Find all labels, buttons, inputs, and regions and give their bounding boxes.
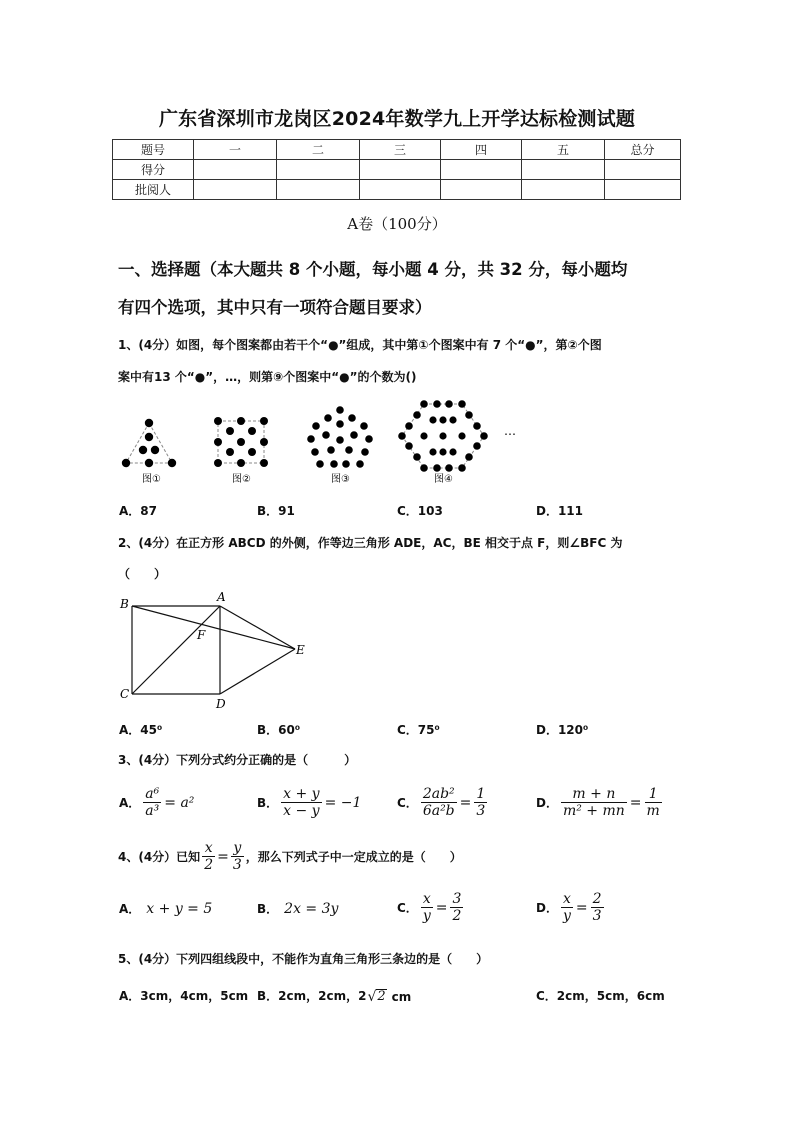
numerator: a⁶ — [145, 786, 160, 802]
pattern-2 — [214, 417, 268, 467]
q5-option-b[interactable] — [257, 987, 411, 1004]
table-cell: 批阅人 — [113, 180, 194, 200]
radical-sign: √ — [367, 989, 377, 1005]
option-b-unit: cm — [391, 990, 412, 1004]
q4-option-a[interactable] — [119, 900, 212, 917]
table-cell — [441, 160, 522, 180]
sqrt-expression — [367, 989, 386, 1004]
q1-stem-line2: 案中有13 个“●”，…，则第⑨个图案中“●”的个数为() — [118, 370, 417, 384]
q2-stem-line1: 2、(4分）在正方形 ABCD 的外侧，作等边三角形 ADE，AC，BE 相交于点 F，则∠BFC 为 — [118, 536, 623, 550]
q1-patterns-figure — [112, 398, 532, 488]
denominator: y — [562, 908, 571, 924]
denominator: 2 — [204, 857, 214, 873]
table-cell: 二 — [277, 140, 360, 160]
denominator: 2 — [452, 908, 462, 924]
equals: = — [629, 794, 642, 811]
q4-stem-post: ，那么下列式子中一定成立的是（ ） — [245, 850, 462, 864]
option-label: B． — [257, 902, 279, 916]
table-cell — [277, 180, 360, 200]
q2-option-d[interactable]: D．120⁰ — [536, 723, 589, 737]
table-cell — [277, 160, 360, 180]
expression: 2x = 3y — [284, 900, 339, 917]
denominator: 3 — [592, 908, 602, 924]
expression: x + y = 5 — [146, 900, 213, 917]
label-e: E — [296, 643, 305, 657]
denominator: 3 — [476, 803, 486, 819]
option-label: A． — [119, 902, 141, 916]
numerator: x — [421, 891, 433, 908]
fraction — [645, 786, 662, 819]
table-cell: 得分 — [113, 160, 194, 180]
q4-option-c[interactable] — [397, 891, 463, 924]
numerator: 3 — [452, 891, 462, 907]
section-heading-line1: 一、选择题（本大题共 8 个小题，每小题 4 分，共 32 分，每小题均 — [118, 260, 628, 279]
table-cell — [194, 180, 277, 200]
table-cell: 五 — [522, 140, 605, 160]
pattern-3-caption: 图③ — [331, 474, 350, 485]
numerator: x + y — [283, 786, 320, 802]
score-table-header-row — [113, 140, 681, 160]
q3-option-c[interactable] — [397, 786, 487, 819]
rhs: = a² — [164, 794, 195, 811]
q5-option-c[interactable]: C．2cm，5cm，6cm — [536, 989, 665, 1003]
fraction — [561, 891, 573, 924]
table-cell — [441, 180, 522, 200]
q3-stem: 3、(4分）下列分式约分正确的是（ ） — [118, 753, 357, 767]
option-label: C． — [397, 796, 418, 810]
score-table-row — [113, 180, 681, 200]
table-cell: 四 — [441, 140, 522, 160]
table-cell — [522, 160, 605, 180]
q1-option-b[interactable]: B．91 — [257, 504, 295, 518]
fraction — [450, 891, 463, 924]
table-cell — [194, 160, 277, 180]
numerator: x — [561, 891, 573, 908]
label-c: C — [120, 687, 130, 701]
pattern-2-caption: 图② — [232, 474, 251, 485]
rhs: = −1 — [324, 794, 362, 811]
fraction — [231, 840, 244, 873]
table-cell: 总分 — [605, 140, 681, 160]
denominator: y — [422, 908, 431, 924]
numerator: 1 — [476, 786, 486, 802]
label-d: D — [216, 697, 226, 711]
table-cell — [522, 180, 605, 200]
denominator: 6a²b — [422, 803, 455, 819]
q4-option-b[interactable] — [257, 900, 338, 917]
q4-stem — [118, 840, 462, 873]
numerator: 1 — [645, 786, 662, 803]
option-label: D． — [536, 901, 558, 915]
radicand: 2 — [377, 989, 386, 1004]
document-title: 广东省深圳市龙岗区2024年数学九上开学达标检测试题 — [158, 108, 636, 130]
numerator: m + n — [561, 786, 627, 803]
option-label: C． — [397, 901, 418, 915]
score-table — [112, 139, 681, 200]
q1-option-c[interactable]: C．103 — [397, 504, 443, 518]
table-cell — [605, 160, 681, 180]
q4-option-d[interactable] — [536, 891, 604, 924]
q1-option-d[interactable]: D．111 — [536, 504, 584, 518]
q5-stem: 5、(4分）下列四组线段中，不能作为直角三角形三条边的是（ ） — [118, 952, 489, 966]
table-cell — [360, 160, 441, 180]
table-cell — [360, 180, 441, 200]
pattern-1-caption: 图① — [142, 474, 161, 485]
q3-option-b[interactable] — [257, 786, 361, 819]
pattern-4 — [398, 400, 488, 472]
pattern-4-caption: 图④ — [434, 474, 453, 485]
label-f: F — [197, 628, 206, 642]
option-label: B． — [257, 796, 279, 810]
pattern-1 — [122, 419, 176, 467]
denominator: 3 — [232, 857, 242, 873]
option-b-text: B．2cm，2cm，2 — [257, 989, 367, 1003]
denominator: m — [646, 803, 660, 819]
table-cell: 三 — [360, 140, 441, 160]
fraction — [421, 786, 457, 819]
table-cell — [605, 180, 681, 200]
numerator: x — [202, 840, 215, 857]
q5-option-a[interactable]: A．3cm，4cm，5cm — [119, 989, 249, 1003]
fraction — [202, 840, 215, 873]
q2-stem-line2: （ ） — [118, 567, 167, 581]
label-a: A — [217, 590, 226, 604]
option-label: D． — [536, 796, 558, 810]
fraction — [474, 786, 487, 819]
table-cell: 一 — [194, 140, 277, 160]
equals: = — [435, 899, 448, 916]
q4-stem-pre: 4、(4分）已知 — [118, 850, 201, 864]
q2-option-a[interactable]: A．45⁰ — [119, 723, 163, 737]
section-heading-line2: 有四个选项，其中只有一项符合题目要求） — [118, 298, 432, 317]
table-cell: 题号 — [113, 140, 194, 160]
fraction — [143, 786, 161, 819]
option-label: A． — [119, 796, 141, 810]
equals: = — [217, 848, 229, 865]
numerator: 2 — [592, 891, 602, 907]
fraction — [421, 891, 433, 924]
equals: = — [459, 794, 472, 811]
denominator: m² + mn — [562, 803, 625, 819]
denominator: x − y — [283, 803, 320, 819]
q2-option-c[interactable]: C．75⁰ — [397, 723, 440, 737]
numerator: y — [231, 840, 244, 857]
equals: = — [575, 899, 588, 916]
label-b: B — [120, 597, 129, 611]
q3-option-d[interactable] — [536, 786, 662, 819]
numerator: 2ab² — [422, 786, 455, 802]
fraction — [561, 786, 627, 819]
fraction — [281, 786, 321, 819]
fraction — [591, 891, 604, 924]
pattern-ellipsis: … — [504, 424, 516, 438]
pattern-3 — [307, 406, 373, 468]
denominator: a³ — [145, 803, 160, 819]
q1-stem-line1: 1、(4分）如图，每个图案都由若干个“●”组成，其中第①个图案中有 7 个“●”，第②个图 — [118, 338, 602, 352]
q2-geometry-figure — [112, 588, 322, 713]
q1-option-a[interactable]: A．87 — [119, 504, 157, 518]
q3-option-a[interactable] — [119, 786, 194, 819]
q2-option-b[interactable]: B．60⁰ — [257, 723, 301, 737]
section-subtitle: A卷（100分） — [347, 215, 447, 233]
score-table-row — [113, 160, 681, 180]
